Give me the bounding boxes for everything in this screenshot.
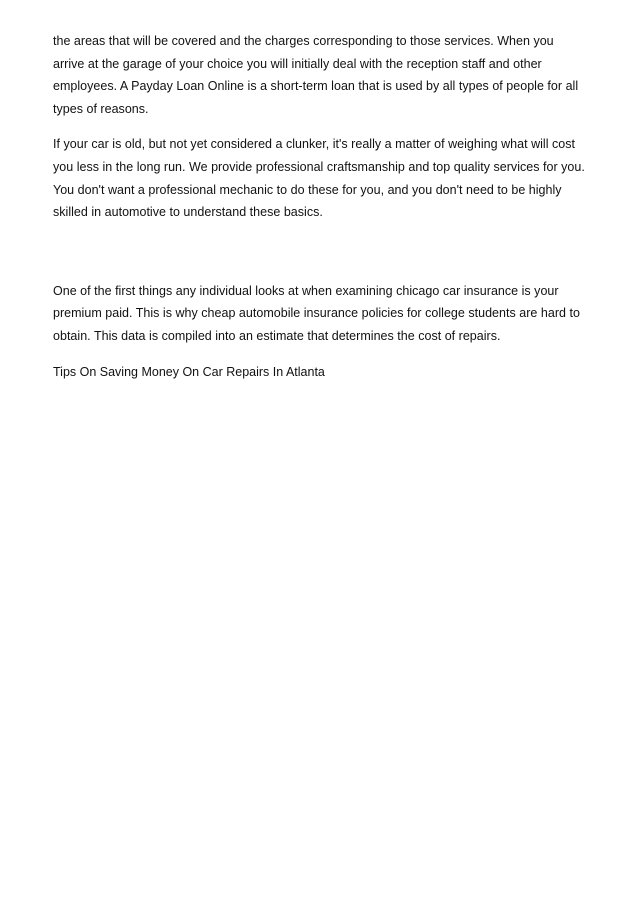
paragraph-2: If your car is old, but not yet considered a clunker, it's really a matter of weighing what will cost you less in the long run. We provide professional craftsmanship and top quality services for you. You don't want a professional mechanic to do these for you, and you don't need to be highly skilled in automotive to understand these basics. xyxy=(53,137,585,220)
paragraph-spacer xyxy=(53,224,588,280)
paragraph-1: the areas that will be covered and the charges corresponding to those services. When you arrive at the garage of your choice you will initially deal with the reception staff and other employees. A Payday Loan Online is a short-term loan that is used by all types of people for all types of reasons. xyxy=(53,34,579,116)
document-page xyxy=(53,30,588,383)
closing-title: Tips On Saving Money On Car Repairs In Atlanta xyxy=(53,364,325,379)
paragraph-3: One of the first things any individual looks at when examining chicago car insurance is your premium paid. This is why cheap automobile insurance policies for college students are hard to obtain. This data is compiled into an estimate that determines the cost of repairs. xyxy=(53,283,580,343)
